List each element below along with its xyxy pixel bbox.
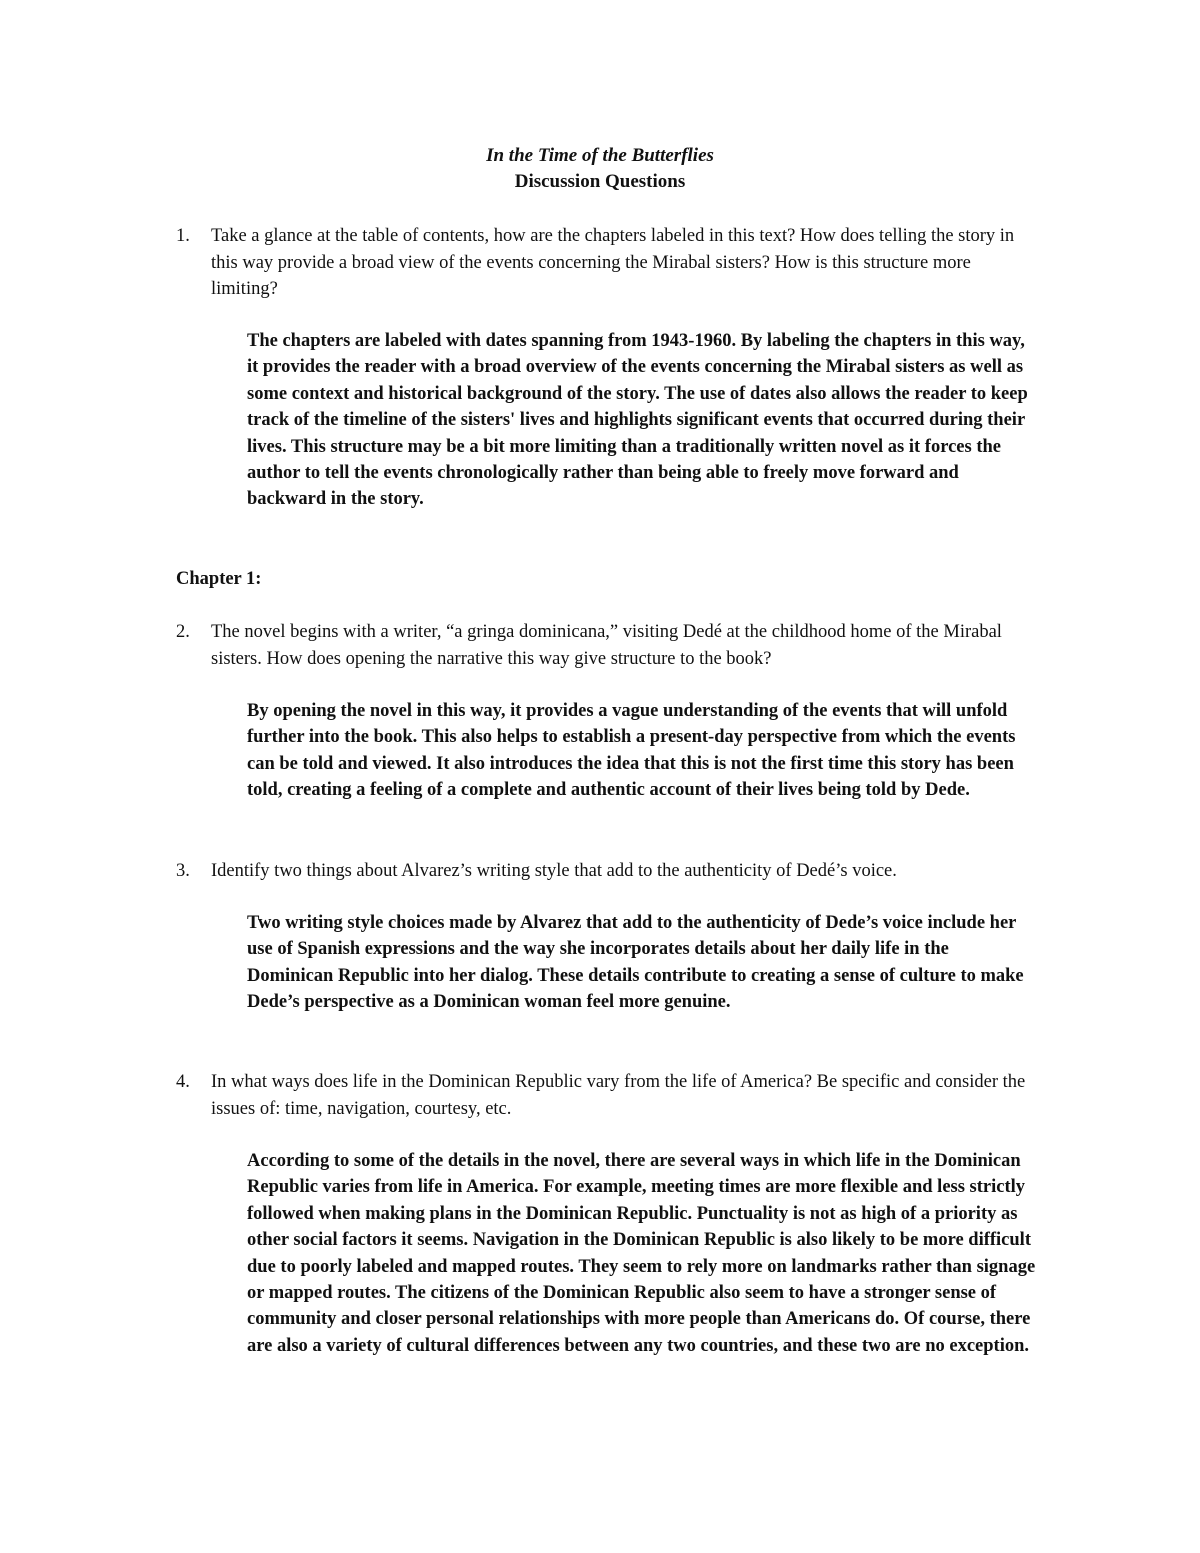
question-1	[176, 223, 1026, 303]
question-3	[176, 858, 1026, 885]
document-subtitle: Discussion Questions	[514, 171, 686, 192]
question-number: 2.	[176, 622, 190, 642]
document-title: In the Time of the Butterflies	[486, 145, 714, 166]
answer-2: By opening the novel in this way, it provides a vague understanding of the events that will unfold further into the book. This also helps to establish a present-day perspective from which the events can be told and viewed. It also introduces the idea that this is not the first time this story has been told, creating a feeling of a complete and authentic account of their lives being told by Dede.	[247, 701, 1016, 801]
question-number: 1.	[176, 226, 190, 246]
question-2	[176, 619, 1026, 672]
question-4	[176, 1069, 1026, 1122]
answer-3: Two writing style choices made by Alvarez that add to the authenticity of Dede’s voice include her use of Spanish expressions and the way she incorporates details about her daily life in the Dominican Republic into her dialog. These details contribute to creating a sense of culture to make Dede’s perspective as a Dominican woman feel more genuine.	[247, 913, 1024, 1013]
chapter-heading: Chapter 1:	[176, 569, 262, 589]
question-number: 3.	[176, 861, 190, 881]
question-text: In what ways does life in the Dominican Republic vary from the life of America? Be specific and consider the issues of: time, navigation, courtesy, etc.	[211, 1072, 1026, 1119]
title-block	[0, 143, 1200, 195]
answer-4: According to some of the details in the novel, there are several ways in which life in the Dominican Republic varies from life in America. For example, meeting times are more flexible and less strictly followed when making plans in the Dominican Republic. Punctuality is not as high of a priority as other social factors it seems. Navigation in the Dominican Republic is also likely to be more difficult due to poorly labeled and mapped routes. They seem to rely more on landmarks rather than signage or mapped routes. The citizens of the Dominican Republic also seem to have a stronger sense of community and closer personal relationships with more people than Americans do. Of course, there are also a variety of cultural differences between any two countries, and these two are no exception.	[247, 1151, 1036, 1356]
question-text: The novel begins with a writer, “a gringa dominicana,” visiting Dedé at the childhood home of the Mirabal sisters. How does opening the narrative this way give structure to the book?	[211, 622, 1002, 669]
question-number: 4.	[176, 1072, 190, 1092]
question-text: Identify two things about Alvarez’s writing style that add to the authenticity of Dedé’s voice.	[211, 861, 897, 881]
answer-1: The chapters are labeled with dates spanning from 1943-1960. By labeling the chapters in this way, it provides the reader with a broad overview of the events concerning the Mirabal sisters as well as some context and historical background of the story. The use of dates also allows the reader to keep track of the timeline of the sisters' lives and highlights significant events that occurred during their lives. This structure may be a bit more limiting than a traditionally written novel as it forces the author to tell the events chronologically rather than being able to freely move forward and backward in the story.	[247, 331, 1028, 510]
question-text: Take a glance at the table of contents, how are the chapters labeled in this text? How does telling the story in this way provide a broad view of the events concerning the Mirabal sisters? How is this structure more limiting?	[211, 226, 1015, 299]
